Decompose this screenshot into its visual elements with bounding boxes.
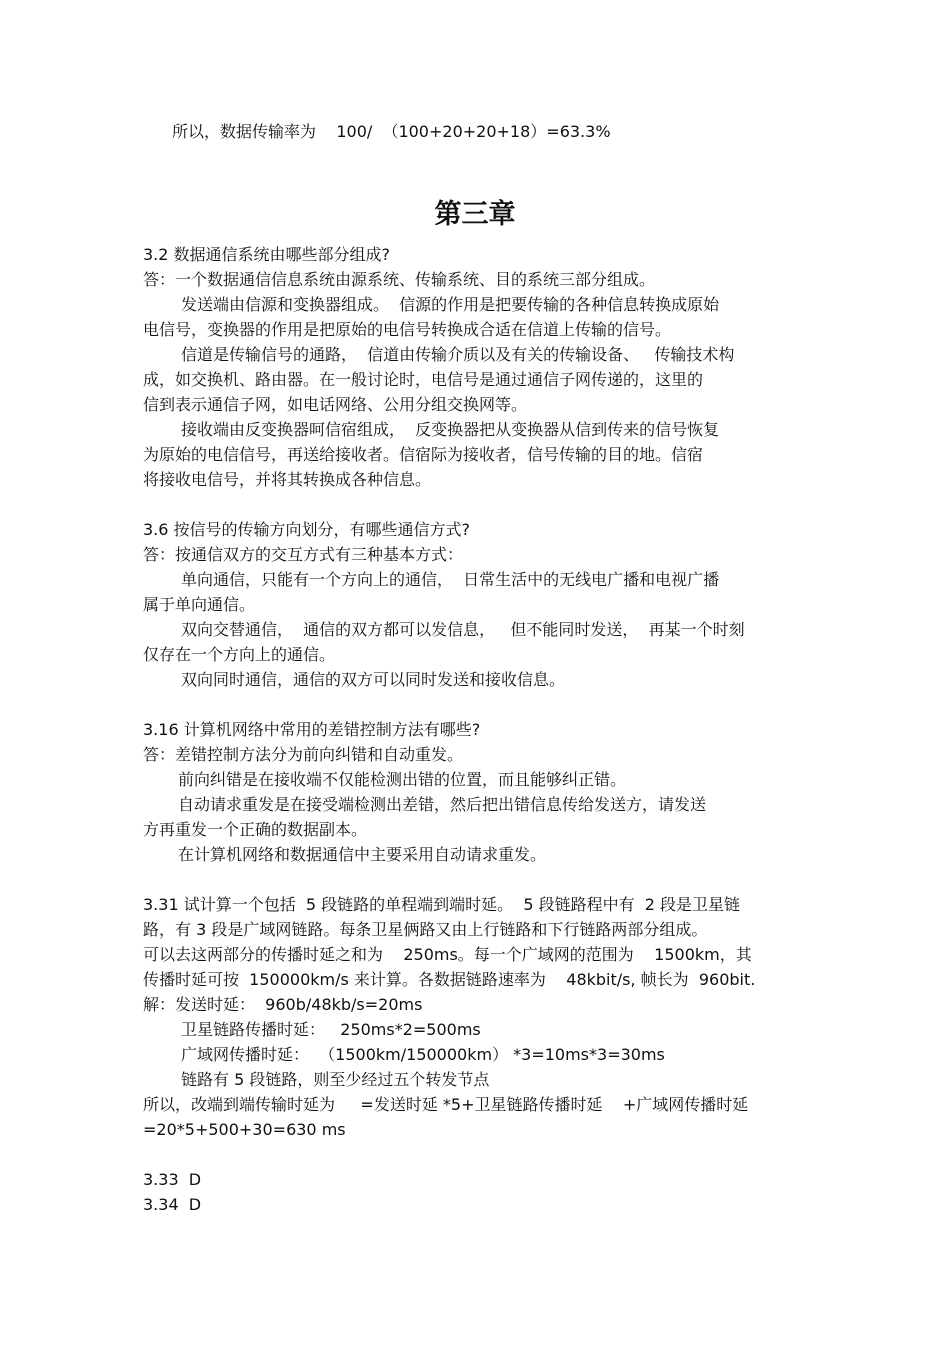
answer-line: 答：一个数据通信信息系统由源系统、传输系统、目的系统三部分组成。 (143, 270, 656, 289)
answer-line: 接收端由反变换器呵信宿组成， 反变换器把从变换器从信到传来的信号恢复 (181, 420, 720, 439)
answer-line: 将接收电信号，并将其转换成各种信息。 (143, 470, 432, 489)
answer-line: 发送端由信源和变换器组成。 信源的作用是把要传输的各种信息转换成原始 (181, 295, 720, 314)
question-3-2: 3.2 数据通信系统由哪些部分组成? (143, 245, 391, 264)
question-line: 可以去这两部分的传播时延之和为 250ms。每一个广域网的范围为 1500km，其 (143, 945, 752, 964)
answer-line: 单向通信，只能有一个方向上的通信， 日常生活中的无线电广播和电视广播 (181, 570, 720, 589)
answer-line: 信到表示通信子网，如电话网络、公用分组交换网等。 (143, 395, 528, 414)
answer-line: 为原始的电信信号，再送给接收者。信宿际为接收者，信号传输的目的地。信宿 (143, 445, 704, 464)
solution-result: =20*5+500+30=630 ms (143, 1120, 346, 1139)
answer-line: 在计算机网络和数据通信中主要采用自动请求重发。 (178, 845, 547, 864)
solution-line: 广域网传播时延： （1500km/150000km） *3=10ms*3=30ms (181, 1045, 665, 1064)
solution-line: 所以，改端到端传输时延为 =发送时延 *5+卫星链路传播时延 +广域网传播时延 (143, 1095, 749, 1114)
answer-line: 自动请求重发是在接受端检测出差错，然后把出错信息传给发送方，请发送 (178, 795, 707, 814)
answer-line: 双向同时通信，通信的双方可以同时发送和接收信息。 (181, 670, 566, 689)
answer-line: 成，如交换机、路由器。在一般讨论时，电信号是通过通信子网传递的，这里的 (143, 370, 704, 389)
question-3-31: 3.31 试计算一个包括 5 段链路的单程端到端时延。 5 段链路程中有 2 段是卫星链 (143, 895, 741, 914)
answer-line: 方再重发一个正确的数据副本。 (143, 820, 368, 839)
solution-line: 解：发送时延： 960b/48kb/s=20ms (143, 995, 423, 1014)
answer-3-33: 3.33 D (143, 1170, 202, 1189)
question-line: 传播时延可按 150000km/s 来计算。各数据链路速率为 48kbit/s, 帧长为 960bit. (143, 970, 756, 989)
solution-line: 链路有 5 段链路，则至少经过五个转发节点 (181, 1070, 490, 1089)
answer-line: 仅存在一个方向上的通信。 (143, 645, 336, 664)
answer-line: 电信号，变换器的作用是把原始的电信号转换成合适在信道上传输的信号。 (143, 320, 672, 339)
answer-line: 答：按通信双方的交互方式有三种基本方式： (143, 545, 464, 564)
answer-line: 属于单向通信。 (143, 595, 256, 614)
intro-calculation-line: 所以，数据传输率为 100/ （100+20+20+18）=63.3% (172, 122, 611, 141)
question-3-6: 3.6 按信号的传输方向划分，有哪些通信方式? (143, 520, 471, 539)
answer-line: 信道是传输信号的通路， 信道由传输介质以及有关的传输设备、 传输技术构 (181, 345, 735, 364)
question-3-16: 3.16 计算机网络中常用的差错控制方法有哪些? (143, 720, 481, 739)
question-line: 路，有 3 段是广域网链路。每条卫星俩路又由上行链路和下行链路两部分组成。 (143, 920, 708, 939)
answer-line: 双向交替通信， 通信的双方都可以发信息， 但不能同时发送， 再某一个时刻 (181, 620, 745, 639)
answer-line: 答：差错控制方法分为前向纠错和自动重发。 (143, 745, 464, 764)
chapter-title: 第三章 (434, 199, 516, 230)
answer-3-34: 3.34 D (143, 1195, 202, 1214)
solution-line: 卫星链路传播时延： 250ms*2=500ms (181, 1020, 481, 1039)
answer-line: 前向纠错是在接收端不仅能检测出错的位置，而且能够纠正错。 (178, 770, 627, 789)
